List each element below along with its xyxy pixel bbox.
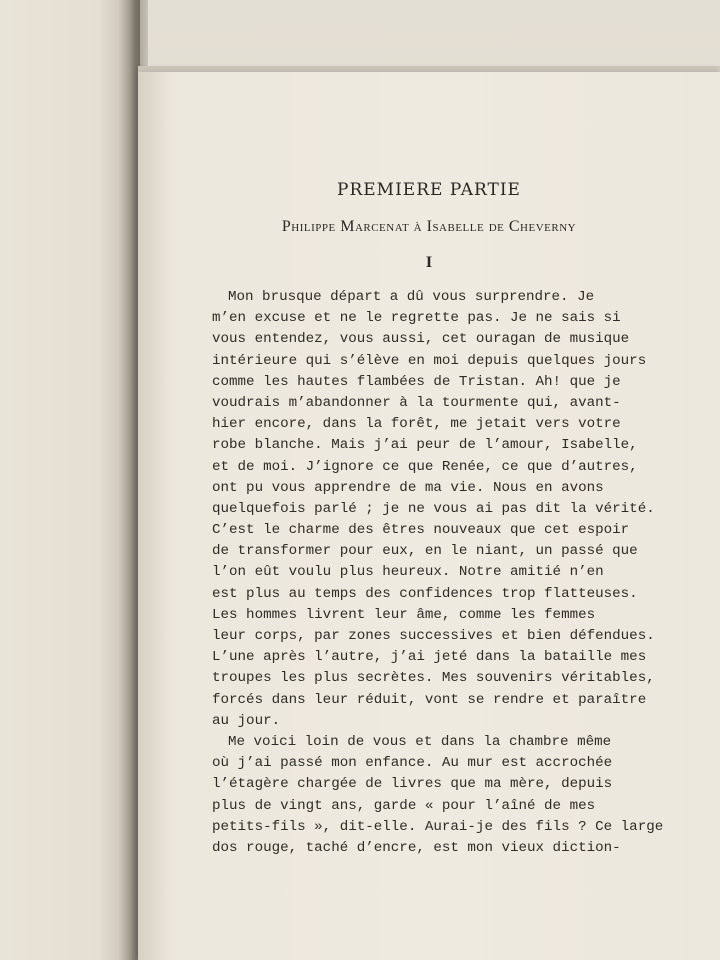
text-line: plus de vingt ans, garde « pour l’aîné de mes	[212, 797, 596, 814]
text-line: comme les hautes flambées de Tristan. Ah! que je	[212, 373, 621, 390]
text-line: l’on eût voulu plus heureux. Notre amitié n’en	[212, 564, 604, 581]
text-line: hier encore, dans la forêt, me jetait vers votre	[212, 416, 621, 433]
text-line: ont pu vous apprendre de ma vie. Nous en avons	[212, 479, 604, 496]
text-line: vous entendez, vous aussi, cet ouragan de musique	[212, 331, 630, 348]
text-line: voudrais m’abandonner à la tourmente qui, avant-	[212, 394, 621, 411]
text-line: l’étagère chargée de livres que ma mère, depuis	[212, 776, 613, 793]
part-title: PREMIERE PARTIE	[337, 180, 521, 200]
text-line: m’en excuse et ne le regrette pas. Je ne sais si	[212, 310, 621, 327]
text-line: C’est le charme des êtres nouveaux que cet espoir	[212, 522, 630, 539]
text-line: robe blanche. Mais j’ai peur de l’amour, Isabelle,	[212, 437, 638, 454]
text-line: où j’ai passé mon enfance. Au mur est accrochée	[212, 755, 613, 772]
section-number: I	[425, 254, 433, 271]
text-line: forcés dans leur réduit, vont se rendre et paraître	[212, 691, 647, 708]
text-line: Me voici loin de vous et dans la chambre même	[228, 733, 612, 750]
body-text	[212, 287, 664, 859]
letter-subtitle: Philippe Marcenat à Isabelle de Cheverny	[281, 218, 577, 235]
text-line: Mon brusque départ a dû vous surprendre. Je	[228, 289, 595, 305]
text-line: est plus au temps des confidences trop flatteuses.	[212, 585, 638, 602]
text-line: au jour.	[212, 712, 281, 729]
text-line: troupes les plus secrètes. Mes souvenirs véritables,	[212, 670, 655, 687]
text-line: L’une après l’autre, j’ai jeté dans la bataille mes	[212, 649, 647, 666]
text-line: de transformer pour eux, en le niant, un passé que	[212, 543, 638, 560]
text-line: petits-fils », dit-elle. Aurai-je des fils ? Ce large	[212, 818, 664, 835]
text-line: et de moi. J’ignore ce que Renée, ce que d’autres,	[212, 458, 638, 475]
text-line: dos rouge, taché d’encre, est mon vieux diction-	[212, 839, 621, 856]
text-line: quelquefois parlé ; je ne vous ai pas dit la vérité.	[212, 500, 655, 517]
text-line: leur corps, par zones successives et bien défendues.	[212, 628, 655, 644]
text-line: Les hommes livrent leur âme, comme les femmes	[212, 606, 596, 623]
text-line: intérieure qui s’élève en moi depuis quelques jours	[212, 352, 647, 369]
